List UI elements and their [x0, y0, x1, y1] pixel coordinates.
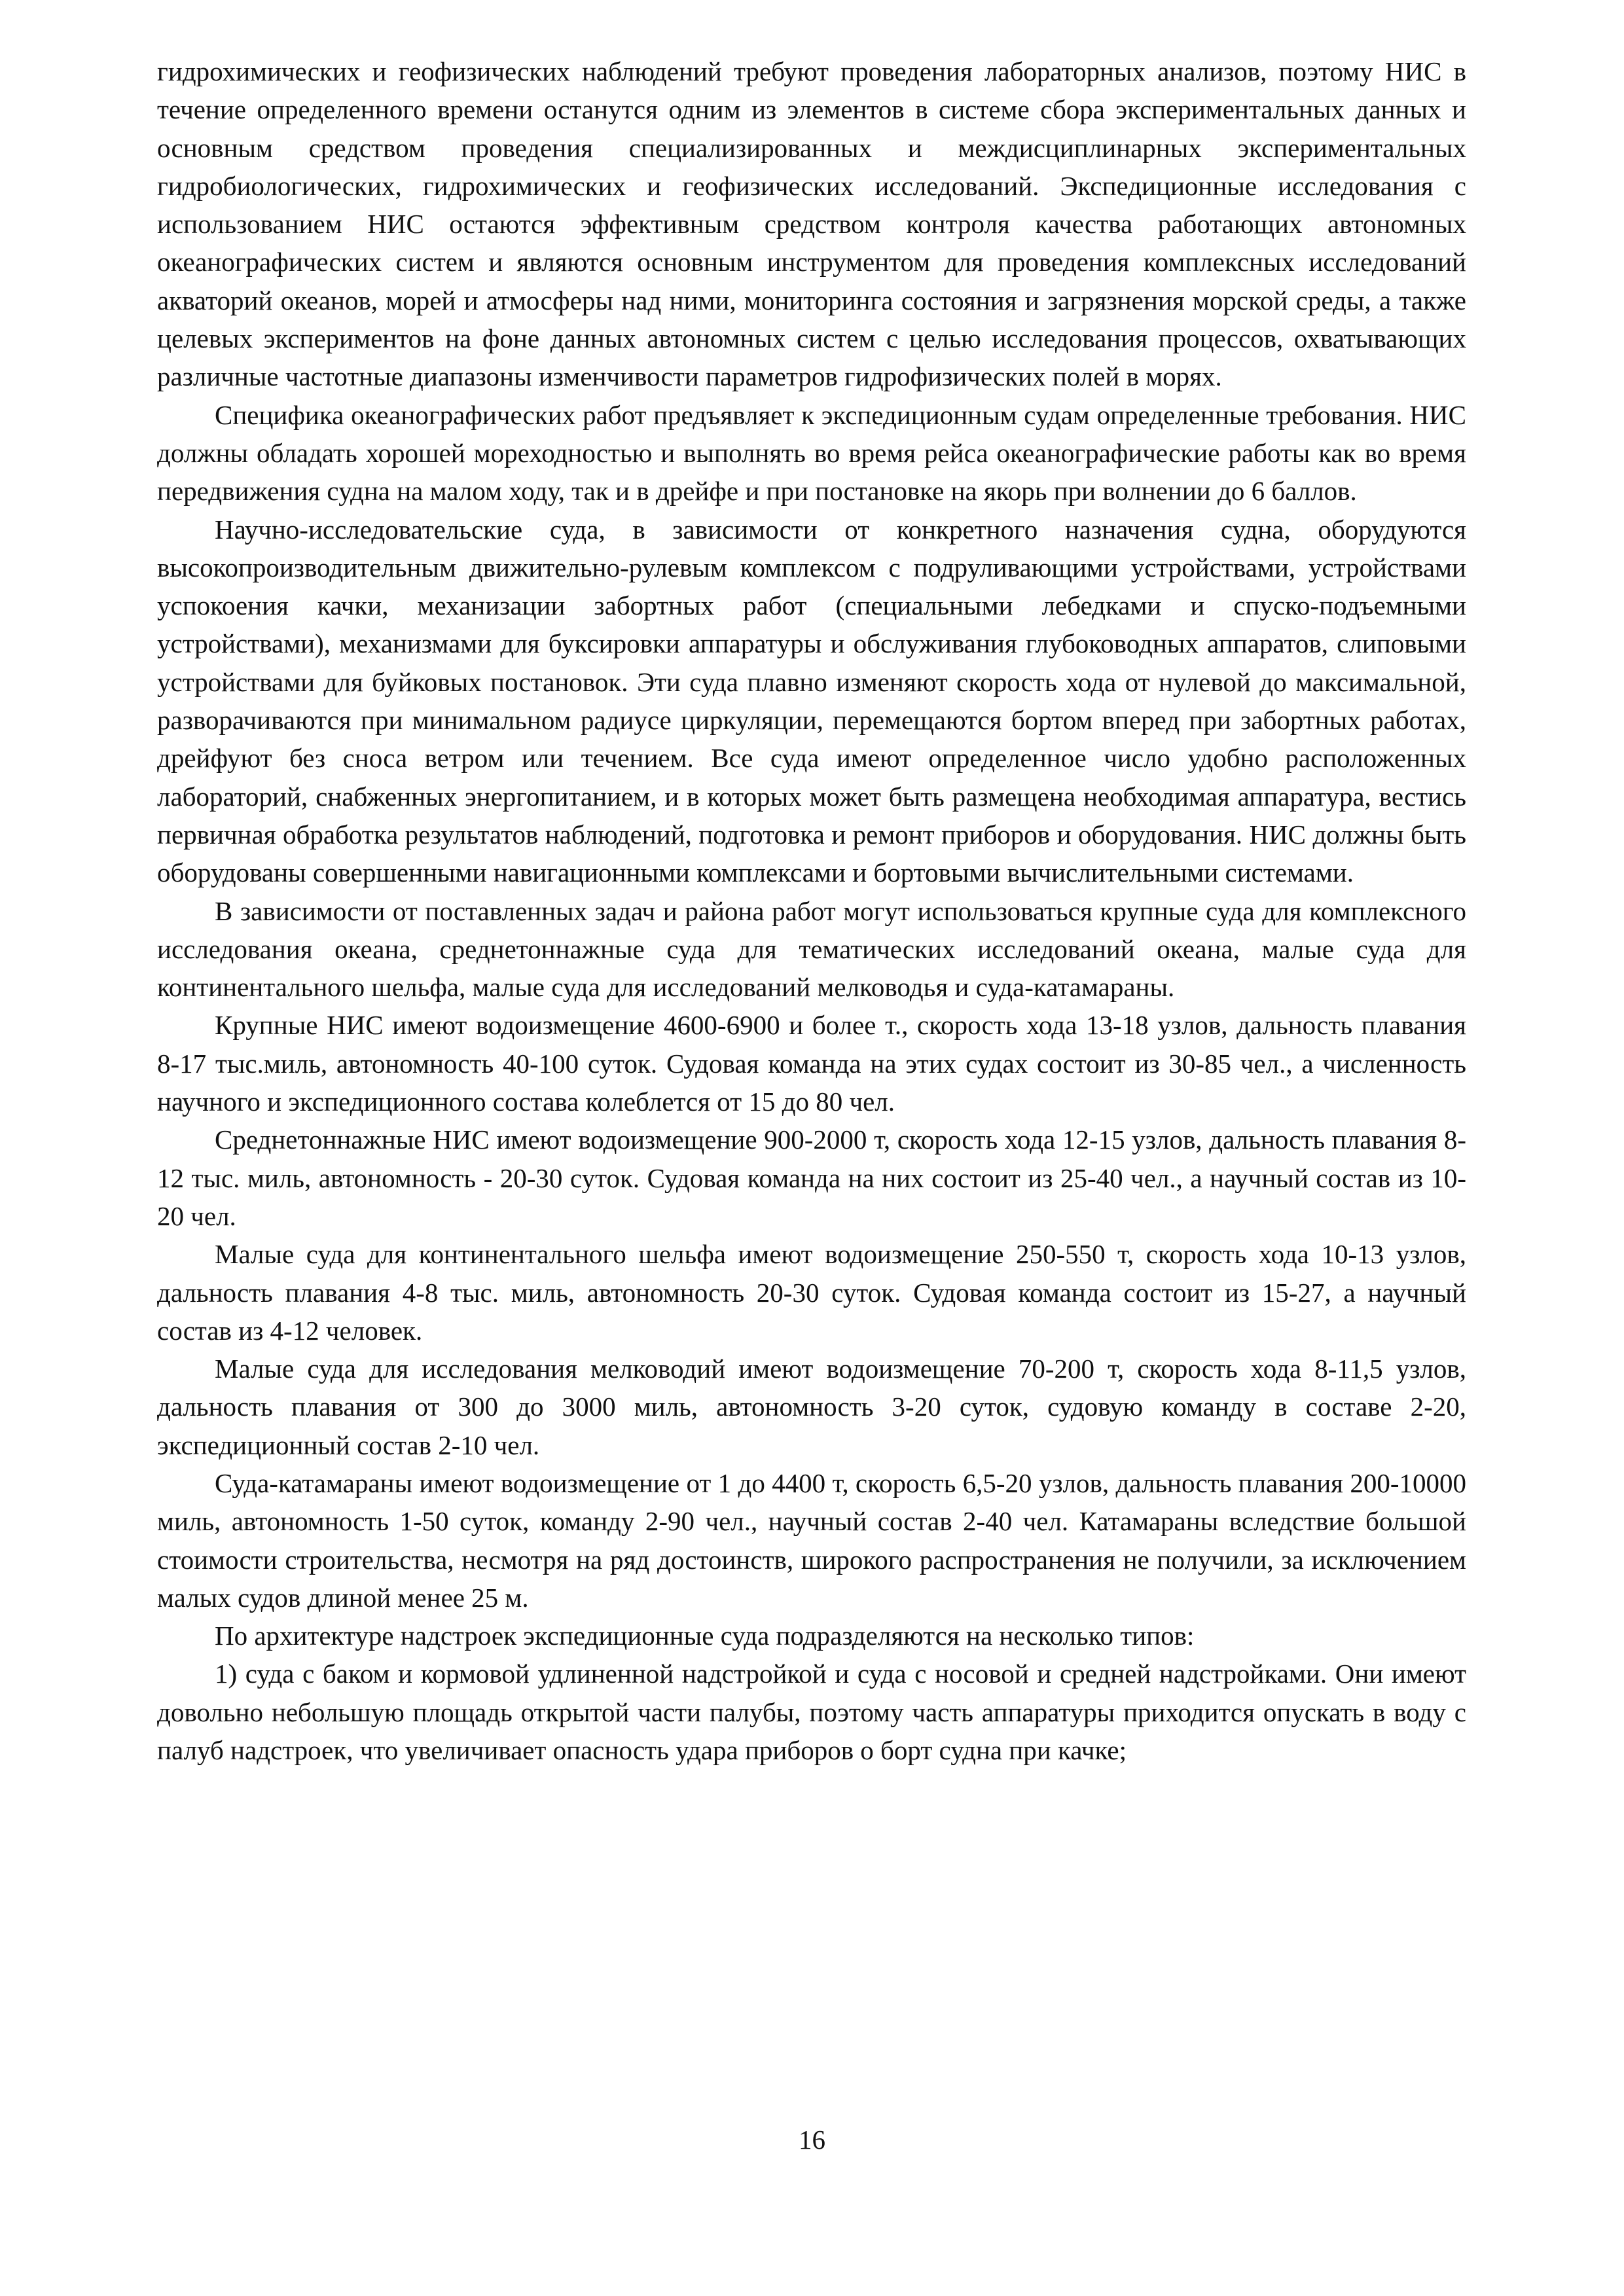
paragraph-oceanographic-requirements: Специфика океанографических работ предъявляет к экспедиционным судам определенные требования. НИС должны обладать хорошей мореходностью и выполнять во время рейса океанографические работы как во время передвижения судна на малом ходу, так и в дрейфе и при постановке на якорь при волнении до 6 баллов.: [157, 399, 1466, 507]
paragraph-vessel-classes: В зависимости от поставленных задач и района работ могут использоваться крупные суда для комплексного исследования океана, среднетоннажные суда для тематических исследований океана, малые суда для континентального шельфа, малые суда для исследований мелководья и суда-катамараны.: [157, 895, 1466, 1003]
paragraph-medium-vessels: Среднетоннажные НИС имеют водоизмещение 900-2000 т, скорость хода 12-15 узлов, дальность плавания 8-12 тыс. миль, автономность - 20-30 суток. Судовая команда на них состоит из 25-40 чел., а научный состав из 10-20 чел.: [157, 1124, 1466, 1231]
paragraph-equipment: Научно-исследовательские суда, в зависимости от конкретного назначения судна, оборудуются высокопроизводительным движительно-рулевым комплексом с подруливающими устройствами, устройствами успокоения качки, механизации забортных работ (специальными лебедками и спуско-подъемными устройствами), механизмами для буксировки аппаратуры и обслуживания глубоководных аппаратов, слиповыми устройствами для буйковых постановок. Эти суда плавно изменяют скорость хода от нулевой до максимальной, разворачиваются при минимальном радиусе циркуляции, перемещаются бортом вперед при забортных работах, дрейфуют без сноса ветром или течением. Все суда имеют определенное число удобно расположенных лабораторий, снабженных энергопитанием, и в которых может быть размещена необходимая аппаратура, вестись первичная обработка результатов наблюдений, подготовка и ремонт приборов и оборудования. НИС должны быть оборудованы совершенными навигационными комплексами и бортовыми вычислительными системами.: [157, 514, 1466, 888]
paragraph-large-vessels: Крупные НИС имеют водоизмещение 4600-6900 и более т., скорость хода 13-18 узлов, дальность плавания 8-17 тыс.миль, автономность 40-100 суток. Судовая команда на этих судах состоит из 30-85 чел., а численность научного и экспедиционного состава колеблется от 15 до 80 чел.: [157, 1010, 1466, 1117]
list-item-type-1: 1) суда с баком и кормовой удлиненной надстройкой и суда с носовой и средней надстройками. Они имеют довольно небольшую площадь открытой части палубы, поэтому часть аппаратуры приходится опускать в воду с палуб надстроек, что увеличивает опасность удара приборов о борт судна при качке;: [157, 1659, 1466, 1766]
paragraph-superstructure-types: По архитектуре надстроек экспедиционные суда подразделяются на несколько типов:: [215, 1621, 1195, 1651]
page-number: 16: [799, 2125, 825, 2155]
paragraph-continuation: гидрохимических и геофизических наблюдений требуют проведения лабораторных анализов, поэтому НИС в течение определенного времени останутся одним из элементов в системе сбора экспериментальных данных и основным средством проведения специализированных и междисциплинарных экспериментальных гидробиологических, гидрохимических и геофизических исследований. Экспедиционные исследования с использованием НИС остаются эффективным средством контроля качества работающих автономных океанографических систем и являются основным инструментом для проведения комплексных исследований акваторий океанов, морей и атмосферы над ними, мониторинга состояния и загрязнения морской среды, а также целевых экспериментов на фоне данных автономных систем с целью исследования процессов, охватывающих различные частотные диапазоны изменчивости параметров гидрофизических полей в морях.: [157, 56, 1466, 392]
paragraph-shelf-vessels: Малые суда для континентального шельфа имеют водоизмещение 250-550 т, скорость хода 10-13 узлов, дальность плавания 4-8 тыс. миль, автономность 20-30 суток. Судовая команда состоит из 15-27, а научный состав из 4-12 человек.: [157, 1239, 1466, 1346]
paragraph-shallow-vessels: Малые суда для исследования мелководий имеют водоизмещение 70-200 т, скорость хода 8-11,5 узлов, дальность плавания от 300 до 3000 миль, автономность 3-20 суток, судовую команду в составе 2-20, экспедиционный состав 2-10 чел.: [157, 1354, 1466, 1460]
paragraph-catamarans: Суда-катамараны имеют водоизмещение от 1 до 4400 т, скорость 6,5-20 узлов, дальность плавания 200-10000 миль, автономность 1-50 суток, команду 2-90 чел., научный состав 2-40 чел. Катамараны вследствие большой стоимости строительства, несмотря на ряд достоинств, широкого распространения не получили, за исключением малых судов длиной менее 25 м.: [157, 1467, 1466, 1613]
document-page: [157, 52, 1466, 1769]
